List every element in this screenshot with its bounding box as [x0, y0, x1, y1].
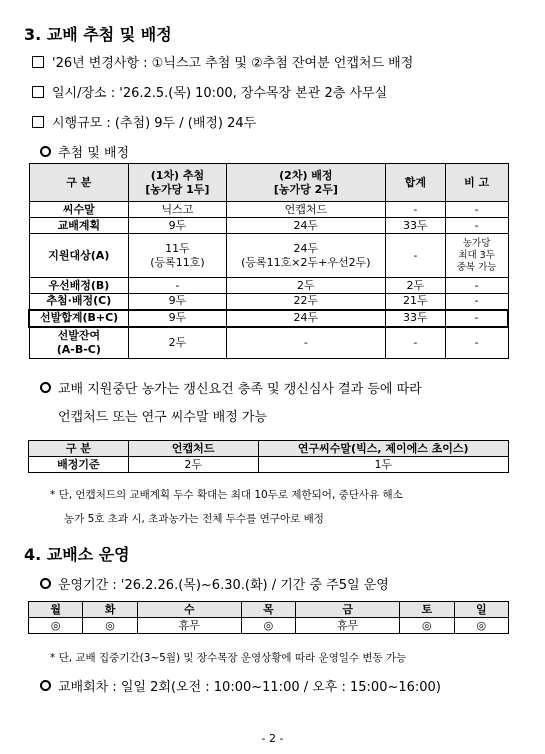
scale-text: 시행규모 : (추첨) 9두 / (배정) 24두 [52, 116, 257, 131]
circle-bullet-icon [40, 578, 51, 589]
day-header: 수 [137, 602, 241, 618]
day-status: 휴무 [296, 618, 400, 634]
cell: 33두 [385, 218, 445, 234]
cell: - [445, 327, 508, 359]
cell: 2두 [129, 327, 227, 359]
cell: - [445, 218, 508, 234]
th-first: (1차) 추첨 [농가당 1두] [129, 164, 227, 202]
checkbox-icon [32, 86, 44, 98]
cell: - [385, 202, 445, 218]
day-header: 금 [296, 602, 400, 618]
circle-bullet-icon [40, 680, 51, 691]
sub-heading [40, 142, 129, 161]
cell: 2두 [128, 457, 258, 473]
cell: 24두 [226, 218, 385, 234]
bullet-changes [32, 52, 413, 71]
period-text: 운영기간 : '26.2.26.(목)~6.30.(화) / 기간 중 주5일 운영 [58, 578, 389, 593]
th-category: 구 분 [29, 164, 129, 202]
cell: - [445, 278, 508, 294]
th-uncaptured: 언캡처드 [128, 441, 258, 457]
th-research: 연구씨수말(빅스, 제이에스 초이스) [258, 441, 508, 457]
circle-bullet-icon [40, 146, 51, 157]
bullet-scale [32, 112, 256, 131]
day-status: ◎ [241, 618, 295, 634]
cell: - [445, 202, 508, 218]
table-row [29, 310, 508, 327]
day-status: ◎ [400, 618, 454, 634]
cell: 2두 [226, 278, 385, 294]
period-line [40, 574, 389, 593]
cell: 배정기준 [29, 457, 129, 473]
para-line-1 [40, 378, 422, 397]
cell: 24두 [226, 310, 385, 327]
table-row [29, 294, 508, 310]
cell: - [385, 234, 445, 278]
cell: 지원대상(A) [29, 234, 129, 278]
cell: - [129, 278, 227, 294]
table-row [29, 457, 509, 473]
note-line-2: 농가 5호 초과 시, 초과농가는 전체 두수를 연구아로 배정 [64, 513, 324, 525]
schedule-table [28, 601, 509, 634]
day-header: 토 [400, 602, 454, 618]
section-4-title: 4. 교배소 운영 [24, 545, 130, 564]
cell: 닉스고 [129, 202, 227, 218]
cell: - [226, 327, 385, 359]
cell: - [385, 327, 445, 359]
table-row [29, 278, 508, 294]
datetime-text: 일시/장소 : '26.2.5.(목) 10:00, 장수목장 본관 2층 사무실 [52, 86, 388, 101]
cell: 9두 [129, 294, 227, 310]
cell: 우선배정(B) [29, 278, 129, 294]
cell: 선발합계(B+C) [29, 310, 129, 327]
circle-bullet-icon [40, 382, 51, 393]
para-text-1: 교배 지원중단 농가는 갱신요건 충족 및 갱신심사 결과 등에 따라 [58, 382, 422, 397]
sub-heading-text: 추첨 및 배정 [58, 146, 130, 161]
page-number: - 2 - [261, 732, 284, 745]
para-line-2: 언캡처드 또는 연구 씨수말 배정 가능 [58, 410, 268, 425]
table-row [29, 218, 508, 234]
bullet-datetime [32, 82, 387, 101]
table-row [29, 202, 508, 218]
cell: 22두 [226, 294, 385, 310]
cell: 21두 [385, 294, 445, 310]
checkbox-icon [32, 56, 44, 68]
day-status: ◎ [83, 618, 137, 634]
th-second: (2차) 배정 [농가당 2두] [226, 164, 385, 202]
th-remarks: 비 고 [445, 164, 508, 202]
cell: 33두 [385, 310, 445, 327]
day-status: 휴무 [137, 618, 241, 634]
cell: 추첨·배정(C) [29, 294, 129, 310]
cell: 11두 (등록11호) [129, 234, 227, 278]
cell: 교배계획 [29, 218, 129, 234]
table-row [29, 234, 508, 278]
cell: 언캡처드 [226, 202, 385, 218]
day-header: 일 [454, 602, 508, 618]
assignment-table [28, 440, 509, 473]
th-total: 합계 [385, 164, 445, 202]
day-status: ◎ [29, 618, 83, 634]
cell: 24두 (등록11호×2두+우선2두) [226, 234, 385, 278]
th-category: 구 분 [29, 441, 129, 457]
changes-text: '26년 변경사항 : ①닉스고 추첨 및 ②추첨 잔여분 언캡처드 배정 [52, 56, 414, 71]
checkbox-icon [32, 116, 44, 128]
lottery-table [28, 163, 509, 359]
day-header: 목 [241, 602, 295, 618]
cell: 선발잔여 (A-B-C) [29, 327, 129, 359]
note-line-1: * 단, 언캡처드의 교배계획 두수 확대는 최대 10두로 제한되어, 중단사유 해소 [50, 489, 403, 501]
cell: 2두 [385, 278, 445, 294]
schedule-note: * 단, 교배 집중기간(3~5월) 및 장수목장 운영상황에 따라 운영일수 변동 가능 [50, 652, 407, 664]
day-header: 화 [83, 602, 137, 618]
table-row [29, 618, 509, 634]
times-text: 교배회차 : 일일 2회(오전 : 10:00~11:00 / 오후 : 15:00~16:00) [58, 680, 441, 695]
day-status: ◎ [454, 618, 508, 634]
cell: 9두 [129, 218, 227, 234]
cell: - [445, 294, 508, 310]
cell: 농가당 최대 3두 중복 가능 [445, 234, 508, 278]
section-3-title: 3. 교배 추첨 및 배정 [24, 25, 172, 44]
cell: 9두 [129, 310, 227, 327]
times-line [40, 676, 441, 695]
table-row [29, 327, 508, 359]
cell: 씨수말 [29, 202, 129, 218]
day-header: 월 [29, 602, 83, 618]
cell: 1두 [258, 457, 508, 473]
cell: - [445, 310, 508, 327]
